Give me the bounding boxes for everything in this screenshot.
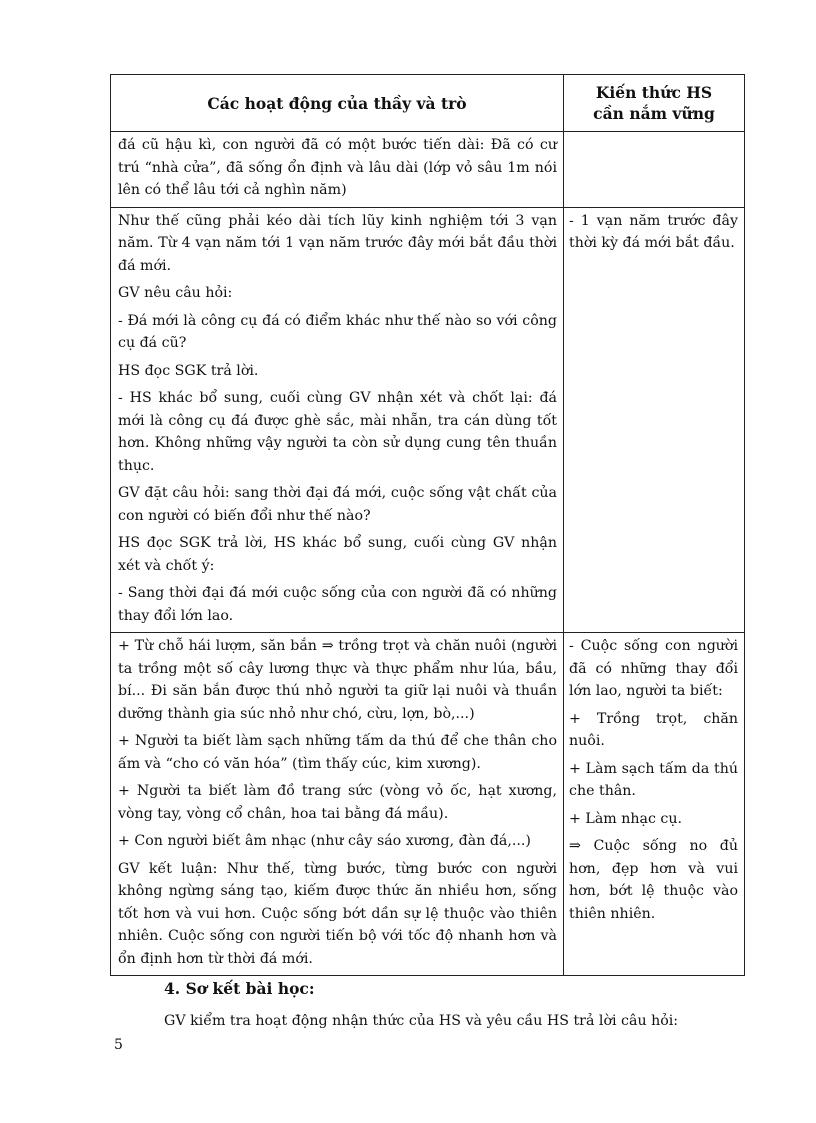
table-row: [111, 207, 745, 633]
row3-activities: [111, 633, 564, 976]
paragraph: - Cuộc sống con người đã có những thay đổi lớn lao, người ta biết:: [569, 638, 738, 699]
paragraph: - Đá mới là công cụ đá có điểm khác như thế nào so với công cụ đá cũ?: [118, 312, 557, 351]
paragraph: + Trồng trọt, chăn nuôi.: [569, 710, 738, 749]
paragraph: GV đặt câu hỏi: sang thời đại đá mới, cuộc sống vật chất của con người có biến đổi như thế nào?: [118, 485, 557, 524]
row2-knowledge: [564, 207, 745, 633]
row1-knowledge: [564, 132, 745, 208]
header-activities: Các hoạt động của thầy và trò: [111, 75, 564, 132]
paragraph: HS đọc SGK trả lời.: [118, 362, 259, 379]
paragraph: + Làm sạch tấm da thú che thân.: [569, 760, 738, 799]
paragraph: đá cũ hậu kì, con người đã có một bước tiến dài: Đã có cư trú “nhà cửa”, đã sống ổn định và lâu dài (lớp vỏ sâu 1m nói lên có thể lâu tới cả nghìn năm): [118, 137, 557, 198]
paragraph: + Làm nhạc cụ.: [569, 810, 683, 827]
paragraph: GV kết luận: Như thế, từng bước, từng bước con người không ngừng sáng tạo, kiếm được thức ăn nhiều hơn, sống tốt hơn và vui hơn. Cuộc sống bớt dần sự lệ thuộc vào thiên nhiên. Cuộc sống con người tiến bộ với tốc độ nhanh hơn và ổn định hơn từ thời đá mới.: [118, 860, 557, 967]
paragraph: GV nêu câu hỏi:: [118, 285, 233, 301]
page-number: 5: [114, 1037, 123, 1053]
paragraph: + Con người biết âm nhạc (như cây sáo xương, đàn đá,...): [118, 833, 531, 849]
paragraph: ⇒ Cuộc sống no đủ hơn, đẹp hơn và vui hơn, bớt lệ thuộc vào thiên nhiên.: [569, 838, 738, 922]
paragraph: + Người ta biết làm sạch những tấm da thú để che thân cho ấm và “cho có văn hóa” (tìm thấy cúc, kim xương).: [118, 733, 557, 772]
paragraph: + Từ chỗ hái lượm, săn bắn ⇒ trồng trọt và chăn nuôi (người ta trồng một số cây lương thực và thực phẩm như lúa, bầu, bí... Đi săn bắn được thú nhỏ người ta giữ lại nuôi và thuần dưỡng thành gia súc nhỏ như chó, cừu, lợn, bò,...): [118, 638, 557, 722]
paragraph: - 1 vạn năm trước đây thời kỳ đá mới bắt đầu.: [569, 212, 738, 251]
paragraph: Như thế cũng phải kéo dài tích lũy kinh nghiệm tới 3 vạn năm. Từ 4 vạn năm tới 1 vạn năm trước đây mới bắt đầu thời đá mới.: [118, 212, 557, 274]
paragraph: + Người ta biết làm đồ trang sức (vòng vỏ ốc, hạt xương, vòng tay, vòng cổ chân, hoa tai bằng đá mầu).: [118, 783, 557, 822]
table-row: [111, 132, 745, 208]
header-knowledge: Kiến thức HS cần nắm vững: [564, 75, 745, 132]
row3-knowledge: [564, 633, 745, 976]
paragraph: - HS khác bổ sung, cuối cùng GV nhận xét và chốt lại: đá mới là công cụ đá được ghè sắc, mài nhẵn, tra cán dùng tốt hơn. Không những vậy người ta còn sử dụng cung tên thuần thục.: [118, 390, 557, 474]
table-row: [111, 633, 745, 976]
paragraph: - Sang thời đại đá mới cuộc sống của con người đã có những thay đổi lớn lao.: [118, 585, 557, 624]
lesson-table: [110, 74, 745, 976]
paragraph: HS đọc SGK trả lời, HS khác bổ sung, cuối cùng GV nhận xét và chốt ý:: [118, 535, 557, 574]
table-header-row: [111, 75, 745, 132]
section-paragraph: GV kiểm tra hoạt động nhận thức của HS và yêu cầu HS trả lời câu hỏi:: [164, 1013, 679, 1029]
section-heading: 4. Sơ kết bài học:: [164, 979, 315, 998]
row2-activities: [111, 207, 564, 633]
row1-activities: [111, 132, 564, 208]
